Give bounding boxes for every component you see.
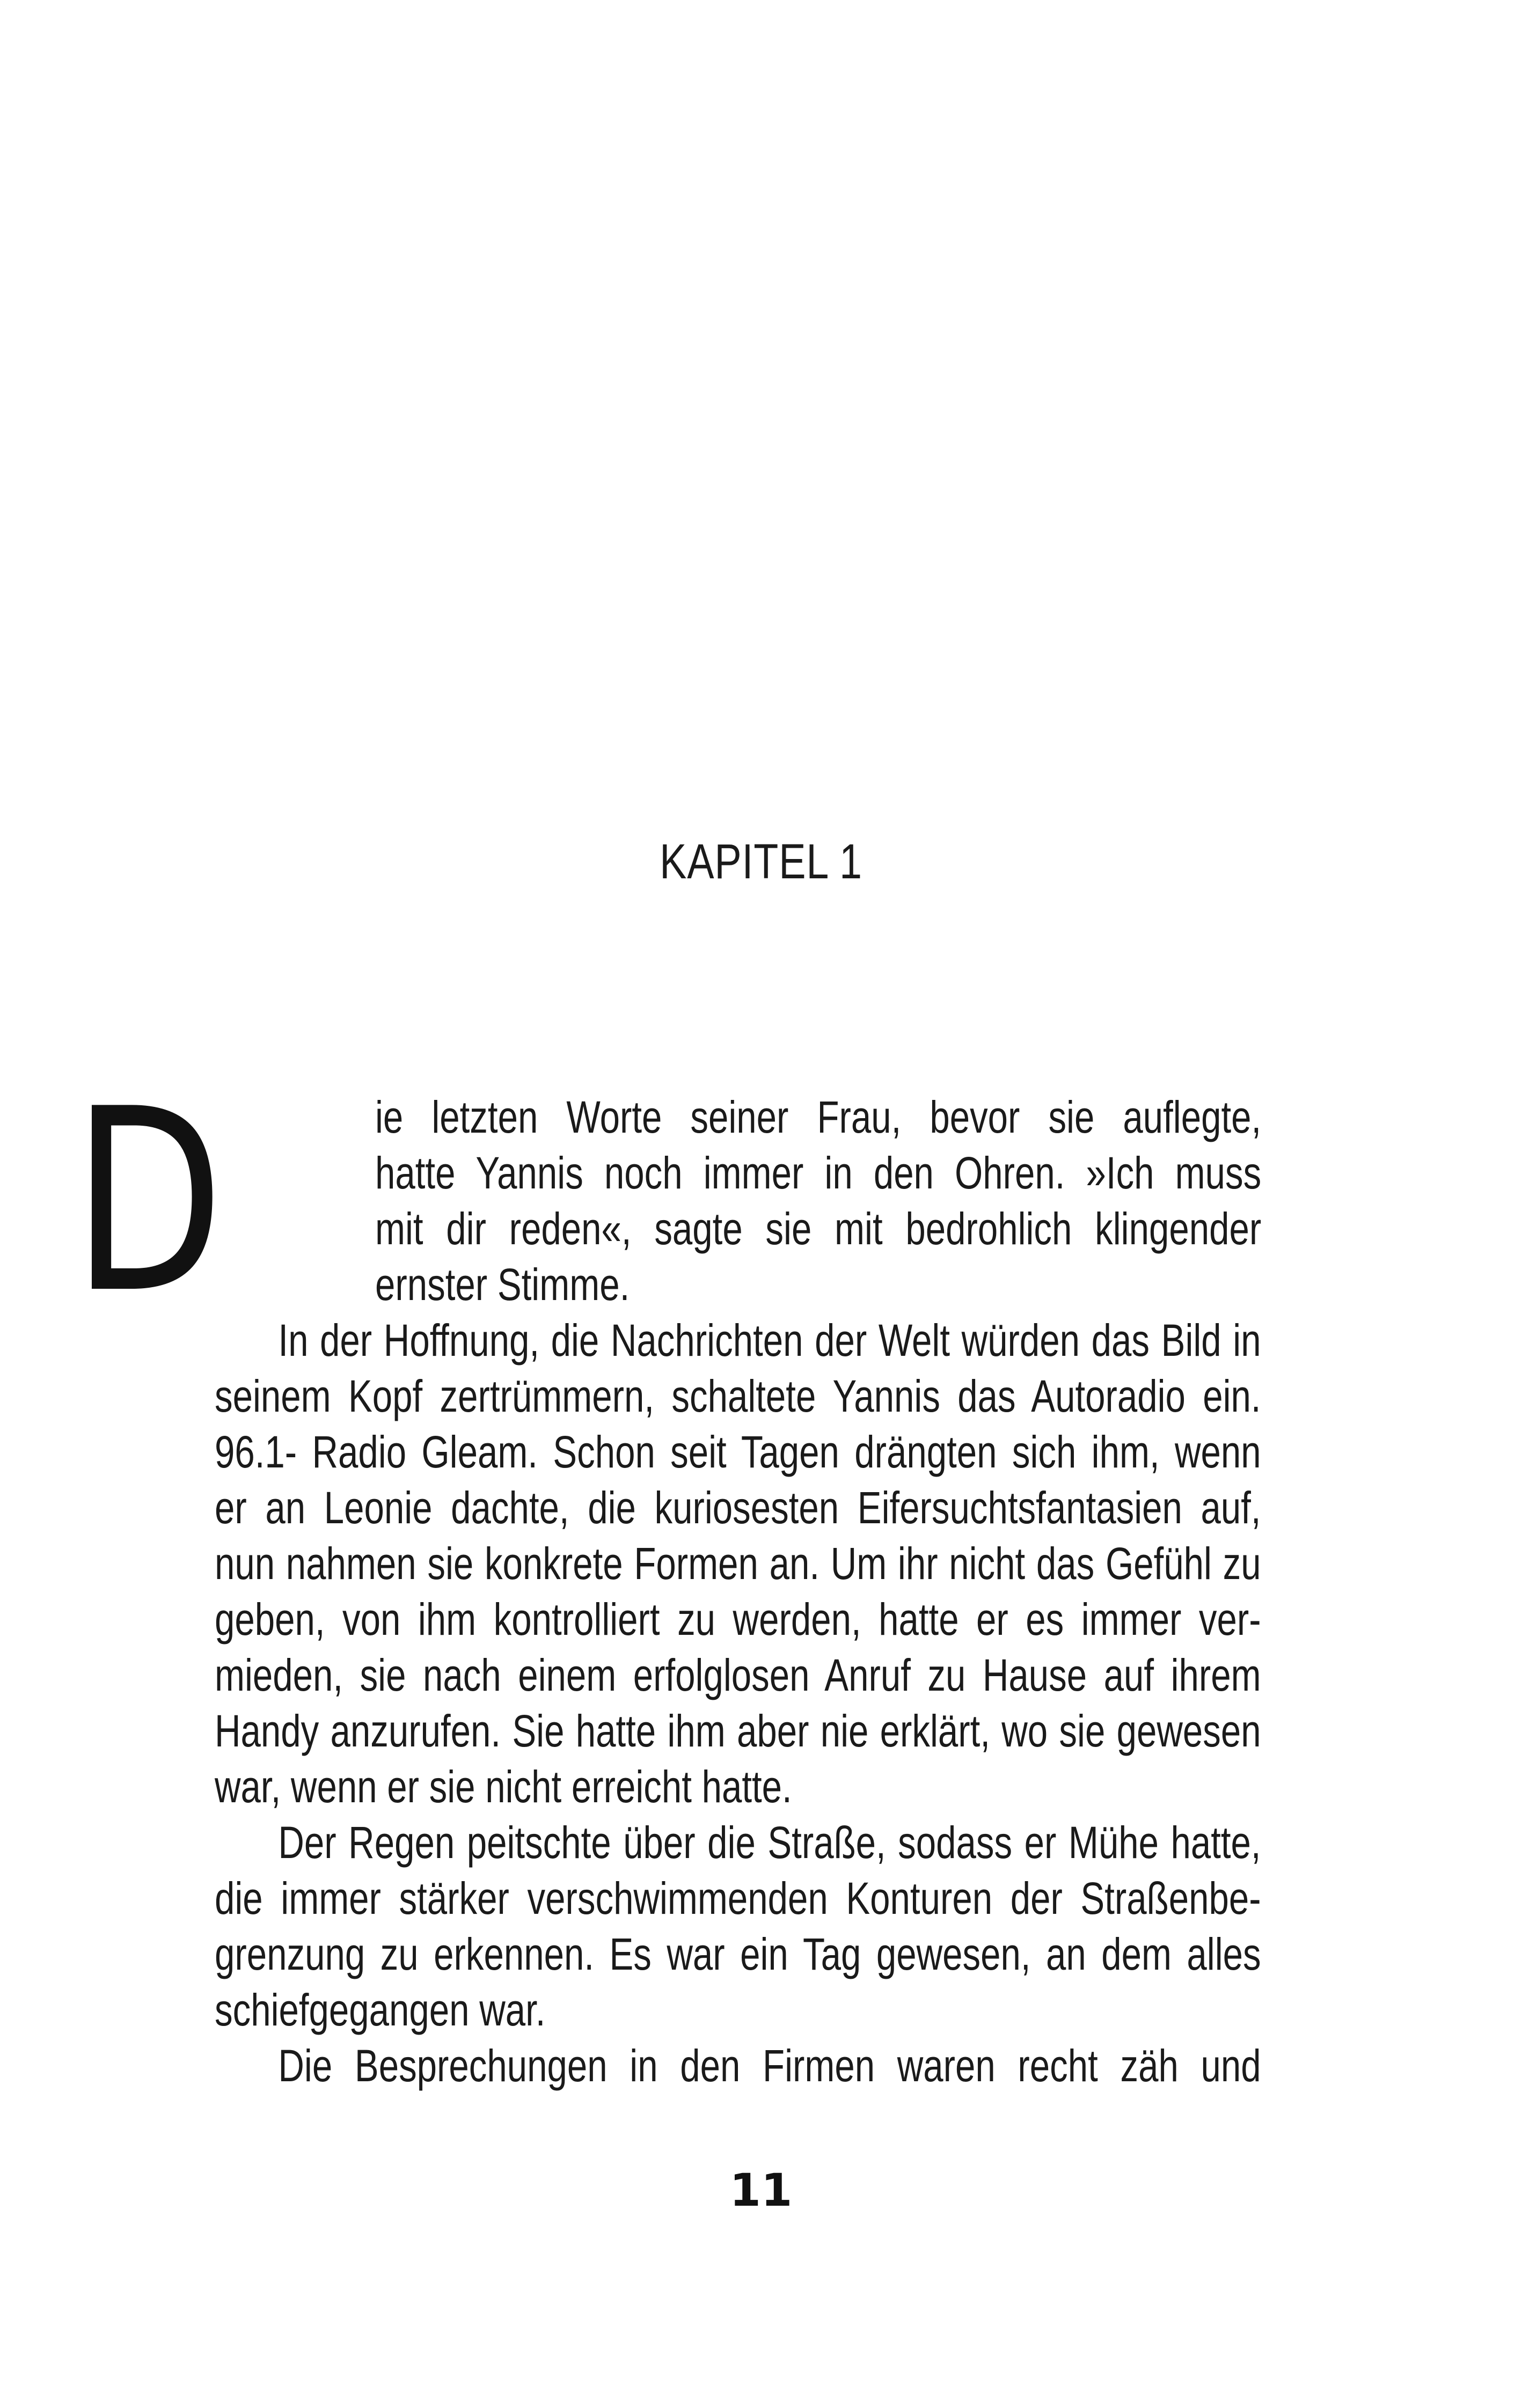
text-line: In der Hoffnung, die Nachrichten der Welt würden das Bild in: [278, 1315, 1261, 1365]
drop-cap: D: [72, 1055, 224, 1348]
text-line: geben, von ihm kontrolliert zu werden, hatte er es immer ver-: [215, 1594, 1261, 1645]
text-line: Der Regen peitschte über die Straße, sodass er Mühe hatte,: [278, 1817, 1261, 1868]
text-line: nun nahmen sie konkrete Formen an. Um ihr nicht das Gefühl zu: [215, 1538, 1261, 1589]
paragraph-2: [215, 1312, 1261, 1815]
text-line: war, wenn er sie nicht erreicht hatte.: [215, 1761, 792, 1812]
text-line: Die Besprechungen in den Firmen waren recht zäh und: [278, 2040, 1261, 2091]
text-line: mieden, sie nach einem erfolglosen Anruf zu Hause auf ihrem: [215, 1650, 1261, 1700]
text-line: mit dir reden«, sagte sie mit bedrohlich klingender: [375, 1203, 1262, 1254]
text-line: schiefgegangen war.: [215, 1985, 546, 2035]
paragraph-1: [375, 1089, 1261, 1312]
text-line: grenzung zu erkennen. Es war ein Tag gewesen, an dem alles: [215, 1929, 1261, 1979]
text-line: ernster Stimme.: [375, 1259, 630, 1310]
text-line: er an Leonie dachte, die kuriosesten Eifersuchtsfantasien auf,: [215, 1482, 1261, 1533]
text-line: ie letzten Worte seiner Frau, bevor sie auflegte,: [375, 1092, 1262, 1142]
body-text: [215, 1089, 1261, 2094]
paragraph-4: [215, 2038, 1261, 2094]
text-line: seinem Kopf zertrümmern, schaltete Yannis das Autoradio ein.: [215, 1371, 1261, 1421]
page-number: 11: [729, 2164, 793, 2216]
text-line: 96.1- Radio Gleam. Schon seit Tagen drängten sich ihm, wenn: [215, 1427, 1261, 1477]
text-line: die immer stärker verschwimmenden Konturen der Straßenbe-: [215, 1873, 1261, 1924]
text-line: hatte Yannis noch immer in den Ohren. »Ich muss: [375, 1148, 1262, 1198]
text-line: Handy anzurufen. Sie hatte ihm aber nie erklärt, wo sie gewesen: [215, 1706, 1261, 1756]
paragraph-3: [215, 1815, 1261, 2038]
chapter-title: KAPITEL 1: [660, 834, 862, 889]
